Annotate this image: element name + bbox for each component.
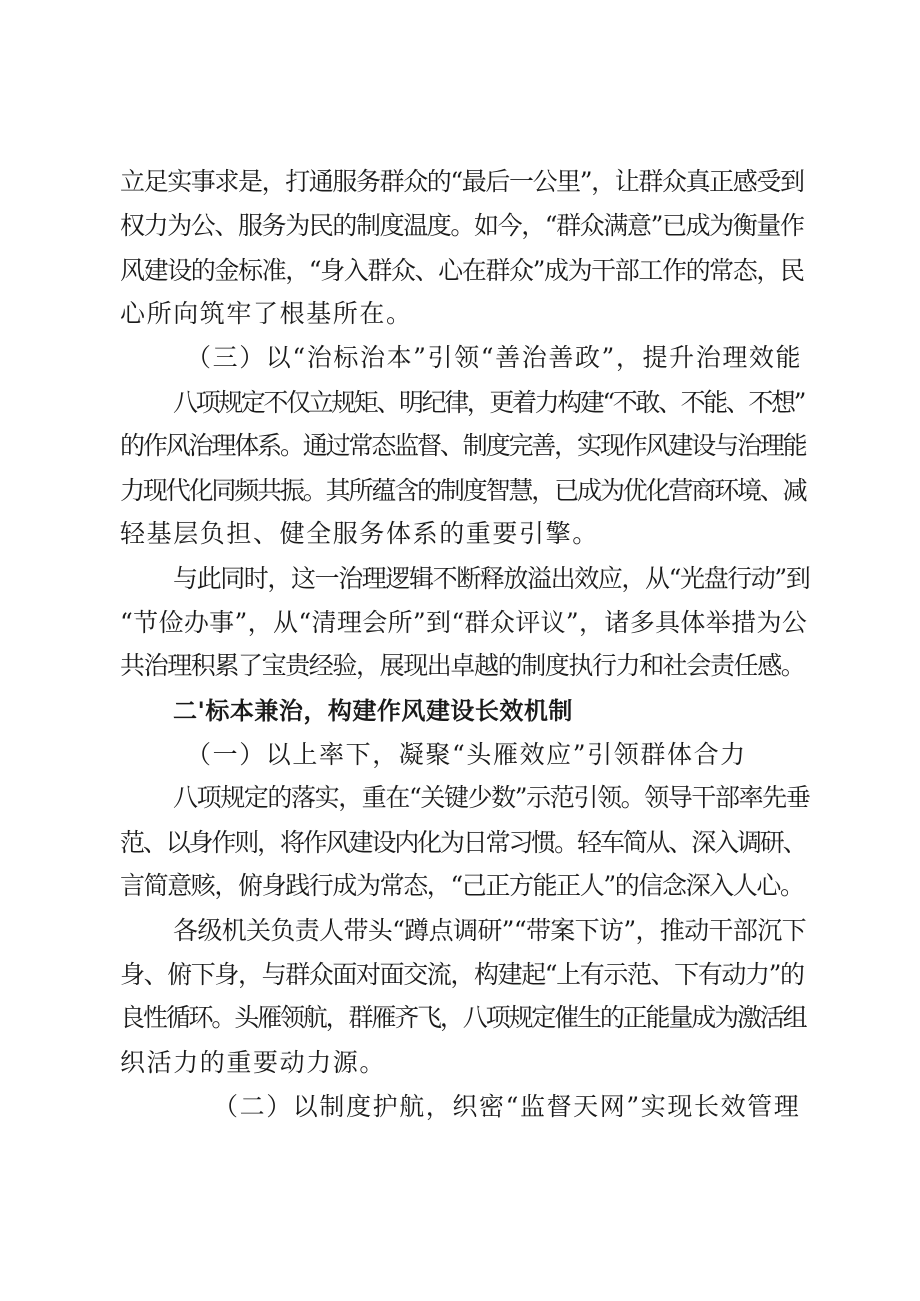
paragraph-line: 良性循环。头雁领航，群雁齐飞，八项规定催生的正能量成为激活组 (120, 1003, 806, 1032)
paragraph-line: “节俭办事”，从“清理会所”到“群众评议”，诸多具体举措为公 (120, 608, 808, 637)
paragraph-line: 织活力的重要动力源。 (120, 1048, 387, 1077)
paragraph-line: 权力为公、服务为民的制度温度。如今，“群众满意”已成为衡量作 (120, 211, 804, 240)
paragraph-line: 言简意赅，俯身践行成为常态，“己正方能正人”的信念深入人心。 (120, 871, 804, 900)
section-subheading: （二）以制度护航，织密“监督天网”实现长效管理 (213, 1092, 801, 1121)
paragraph-line: 八项规定的落实，重在“关键少数”示范引领。领导干部率先垂 (173, 783, 810, 812)
paragraph-line: 风建设的金标准，“身入群众、心在群众”成为干部工作的常态，民 (120, 256, 804, 285)
section-heading: 二'标本兼治，构建作风建设长效机制 (173, 697, 573, 725)
paragraph-line: 力现代化同频共振。其所蕴含的制度智慧，已成为优化营商环境、减 (120, 476, 806, 505)
paragraph-line: 共治理积累了宝贵经验，展现出卓越的制度执行力和社会责任感。 (120, 651, 805, 680)
section-subheading: （三）以“治标治本”引领“善治善政”，提升治理效能 (186, 343, 803, 372)
section-subheading: （一）以上率下，凝聚“头雁效应”引领群体合力 (186, 740, 747, 769)
paragraph-line: 八项规定不仅立规矩、明纪律，更着力构建“不敢、不能、不想” (173, 388, 804, 417)
paragraph-line: 身、俯下身，与群众面对面交流，构建起“上有示范、下有动力”的 (120, 960, 804, 989)
paragraph-line: 各级机关负责人带头“蹲点调研”“带案下访”，推动干部沉下 (173, 916, 806, 945)
paragraph-line: 范、以身作则，将作风建设内化为日常习惯。轻车简从、深入调研、 (120, 828, 806, 857)
paragraph-line: 轻基层负担、健全服务体系的重要引擎。 (120, 519, 599, 548)
paragraph-line: 心所向筑牢了根基所在。 (120, 299, 413, 328)
paragraph-line: 与此同时，这一治理逻辑不断释放溢出效应，从“光盘行动”到 (173, 564, 810, 593)
paragraph-line: 立足实事求是，打通服务群众的“最后一公里”，让群众真正感受到 (120, 167, 804, 196)
paragraph-line: 的作风治理体系。通过常态监督、制度完善，实现作风建设与治理能 (120, 431, 806, 460)
